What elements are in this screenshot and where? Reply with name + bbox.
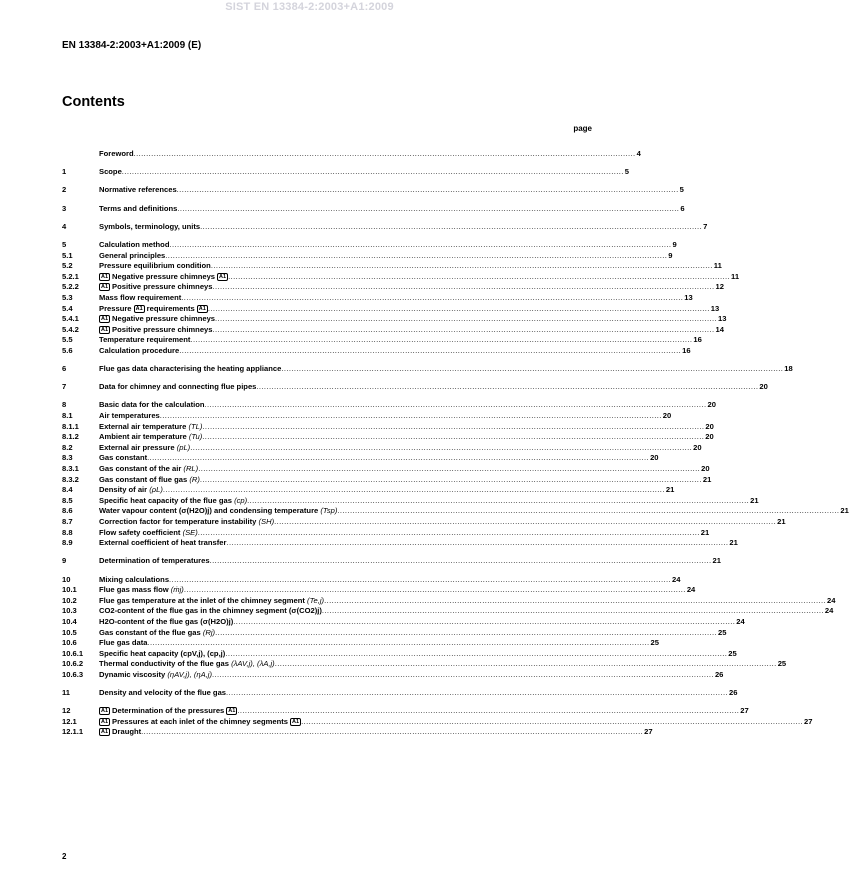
toc-entry-number: 5.2.2	[62, 282, 79, 292]
toc-entry-page: 20	[705, 421, 714, 431]
toc-dot-leader	[324, 596, 826, 607]
toc-entry-page: 6	[680, 203, 685, 213]
toc-entry-title: Scope	[99, 167, 122, 177]
toc-entry-number: 5.4	[62, 303, 73, 313]
table-of-contents	[62, 149, 849, 738]
toc-entry-symbol: (ηAV,j), (ηA,j)	[167, 669, 212, 679]
toc-entry-title: Foreword	[99, 149, 134, 158]
toc-entry-page: 14	[715, 324, 724, 334]
toc-entry-title: Mixing calculations	[99, 574, 170, 584]
toc-entry-page: 4	[636, 149, 641, 158]
toc-entry-page: 24	[827, 595, 836, 605]
toc-entry-page: 20	[707, 400, 716, 410]
toc-entry-title: Density of air (ρL)	[99, 485, 163, 495]
toc-dot-leader	[225, 649, 727, 660]
toc-entry-page: 27	[644, 727, 653, 737]
toc-entry-number: 5.1	[62, 250, 73, 260]
toc-entry-number: 5.4.2	[62, 324, 79, 334]
toc-entry-page: 12	[715, 282, 724, 292]
toc-entry[interactable]	[62, 442, 702, 454]
toc-entry-page: 25	[728, 648, 737, 658]
toc-entry-page: 20	[705, 432, 714, 442]
toc-entry-page: 24	[736, 616, 745, 626]
toc-entry-title: Water vapour content (σ(H2O)j) and condensing temperature (Tsp)	[99, 506, 338, 516]
toc-entry-number: 8.1.1	[62, 421, 79, 431]
toc-entry-number: 10.3	[62, 606, 77, 616]
toc-dot-leader	[275, 659, 777, 670]
toc-entry-page: 7	[703, 221, 708, 231]
toc-entry-symbol: (ṁj)	[170, 585, 184, 595]
toc-entry-title: Air temperatures	[99, 411, 160, 421]
toc-entry-title: A1 Positive pressure chimneys	[101, 282, 213, 292]
toc-entry-number: 8.6	[62, 506, 73, 516]
toc-entry-page: 24	[686, 585, 696, 595]
toc-entry-symbol: (Tu)	[188, 432, 203, 442]
toc-dot-leader	[160, 411, 662, 422]
toc-entry-symbol: (λAV,j), (λA,j)	[231, 659, 275, 669]
toc-entry-page: 11	[713, 261, 722, 271]
toc-entry[interactable]	[62, 185, 684, 196]
toc-entry-number: 10.2	[62, 595, 77, 605]
toc-entry-symbol: (RL)	[183, 464, 199, 473]
toc-entry-page: 21	[712, 556, 721, 566]
toc-entry-page: 16	[682, 345, 691, 355]
toc-entry-page: 20	[662, 411, 672, 421]
toc-entry-title: Flue gas data	[99, 638, 148, 648]
toc-entry-title: A1 Negative pressure chimneys A1	[101, 271, 227, 281]
toc-dot-leader	[226, 688, 728, 699]
toc-entry-number: 5.4.1	[62, 314, 79, 324]
toc-entry-number: 5.2	[62, 261, 73, 271]
toc-entry-title: A1 Determination of the pressures A1	[101, 706, 236, 716]
toc-entry-title: Basic data for the calculation	[99, 400, 205, 410]
toc-entry-number: 10.6.2	[62, 659, 84, 669]
toc-dot-leader	[213, 282, 715, 293]
toc-entry[interactable]	[62, 411, 672, 422]
toc-entry-number: 4	[62, 221, 67, 231]
toc-entry[interactable]	[62, 464, 710, 475]
toc-entry-title: Flue gas mass flow (ṁj)	[99, 585, 184, 595]
toc-entry-page: 26	[728, 688, 738, 698]
toc-entry-page: 20	[693, 442, 702, 452]
toc-dot-leader	[247, 496, 749, 507]
toc-entry[interactable]	[62, 638, 659, 649]
toc-entry-page: 21	[750, 495, 759, 505]
toc-dot-leader	[205, 400, 707, 411]
amendment-marker-icon: A1	[101, 273, 109, 280]
toc-entry-page: 21	[777, 516, 786, 526]
toc-entry-number: 7	[62, 382, 67, 392]
toc-entry[interactable]	[62, 727, 653, 738]
toc-entry-page: 25	[718, 627, 727, 637]
toc-entry-title: A1 Draught	[101, 727, 142, 737]
toc-dot-leader	[169, 240, 671, 251]
toc-dot-leader	[233, 617, 735, 628]
toc-entry-symbol: (Rj)	[202, 627, 216, 637]
toc-entry[interactable]	[62, 506, 849, 517]
toc-entry-number: 8.1	[62, 411, 73, 421]
toc-dot-leader	[165, 251, 667, 262]
amendment-marker-icon: A1	[198, 305, 206, 312]
toc-entry-title: Gas constant of the flue gas (Rj)	[99, 627, 216, 637]
toc-entry[interactable]	[62, 382, 768, 393]
toc-entry-title: Specific heat capacity of the flue gas (cp)	[99, 495, 248, 505]
toc-entry[interactable]	[62, 706, 749, 717]
toc-entry[interactable]	[62, 261, 722, 272]
toc-entry-page: 13	[718, 314, 727, 324]
toc-entry[interactable]	[62, 364, 793, 375]
toc-entry-number: 8	[62, 400, 67, 410]
toc-entry-title: External coefficient of heat transfer	[99, 538, 227, 548]
toc-entry-number: 5.3	[62, 292, 73, 302]
toc-dot-leader	[198, 464, 700, 475]
toc-entry[interactable]	[62, 203, 685, 215]
toc-dot-leader	[226, 538, 728, 549]
toc-entry[interactable]	[62, 282, 724, 293]
amendment-marker-icon: A1	[101, 718, 109, 725]
toc-entry-title: Gas constant of the air (RL)	[99, 464, 199, 473]
toc-dot-leader	[181, 293, 683, 304]
toc-entry-title: A1 Positive pressure chimneys	[101, 324, 213, 334]
toc-dot-leader	[179, 346, 681, 357]
toc-dot-leader	[200, 475, 702, 486]
toc-entry[interactable]	[62, 485, 675, 496]
toc-entry-title: CO2-content of the flue gas in the chimney segment (σ(CO2)j)	[99, 606, 322, 616]
toc-entry-title: H2O-content of the flue gas (σ(H2O)j)	[99, 616, 234, 626]
toc-entry-page: 5	[679, 185, 684, 195]
toc-dot-leader	[215, 628, 717, 639]
toc-entry-number: 8.7	[62, 516, 73, 526]
toc-dot-leader	[190, 443, 692, 454]
toc-dot-leader	[211, 261, 713, 272]
toc-entry[interactable]	[62, 149, 641, 160]
toc-entry-number: 10.6.3	[62, 669, 84, 679]
toc-entry-symbol: (R)	[189, 474, 200, 484]
toc-entry-number: 9	[62, 556, 67, 566]
toc-entry[interactable]	[62, 688, 738, 699]
toc-entry[interactable]	[62, 271, 740, 283]
toc-entry[interactable]	[62, 453, 659, 464]
toc-entry-title: Temperature requirement	[99, 335, 191, 345]
toc-entry[interactable]	[62, 659, 787, 670]
toc-entry-page: 25	[650, 638, 659, 648]
toc-entry-page: 13	[684, 292, 693, 302]
toc-entry[interactable]	[62, 627, 727, 639]
amendment-marker-icon: A1	[101, 708, 109, 715]
toc-entry-title: Flue gas temperature at the inlet of the chimney segment (Te,j)	[99, 595, 325, 605]
toc-dot-leader	[134, 149, 636, 160]
toc-dot-leader	[122, 167, 624, 178]
toc-dot-leader	[208, 304, 710, 315]
toc-dot-leader	[212, 670, 714, 681]
toc-entry-number: 10.4	[62, 616, 77, 626]
toc-entry-number: 8.4	[62, 485, 73, 495]
toc-entry-title: Mass flow requirement	[99, 292, 182, 302]
toc-entry-title: Density and velocity of the flue gas	[99, 688, 227, 698]
toc-entry-number: 10.6	[62, 638, 77, 648]
toc-entry-number: 10.6.1	[62, 648, 84, 658]
toc-entry-number: 12	[62, 706, 71, 716]
toc-dot-leader	[147, 453, 649, 464]
toc-entry-symbol: (SE)	[182, 527, 198, 537]
toc-entry-number: 10.5	[62, 627, 77, 637]
toc-entry-number: 8.1.2	[62, 432, 79, 442]
page-column-label: page	[573, 124, 592, 133]
toc-dot-leader	[202, 422, 704, 433]
toc-entry-number: 11	[62, 688, 71, 698]
toc-entry-title: A1 Pressures at each inlet of the chimney segments A1	[101, 716, 300, 726]
amendment-marker-icon: A1	[101, 316, 109, 323]
toc-dot-leader	[148, 638, 650, 649]
toc-entry[interactable]	[62, 303, 720, 315]
toc-entry-number: 12.1.1	[62, 727, 84, 737]
page-number: 2	[62, 852, 67, 861]
toc-entry-number: 10.1	[62, 585, 77, 595]
toc-entry-title: Dynamic viscosity (ηAV,j), (ηA,j)	[99, 669, 212, 679]
toc-entry-title: Gas constant of flue gas (R)	[99, 474, 200, 484]
toc-entry[interactable]	[62, 345, 691, 357]
toc-entry-page: 26	[714, 669, 724, 679]
toc-entry-page: 21	[729, 538, 738, 548]
toc-entry-page: 5	[624, 167, 629, 177]
toc-entry-page: 9	[668, 250, 673, 260]
toc-dot-leader	[198, 528, 700, 539]
toc-entry[interactable]	[62, 474, 712, 486]
toc-entry-symbol: (Tsp)	[320, 506, 338, 516]
toc-entry-symbol: (cp)	[234, 495, 248, 505]
toc-entry-page: 20	[759, 382, 768, 392]
toc-entry-page: 11	[731, 271, 740, 281]
toc-entry[interactable]	[62, 616, 745, 628]
toc-entry[interactable]	[62, 595, 836, 607]
toc-entry-page: 18	[784, 364, 793, 374]
toc-dot-leader	[169, 575, 671, 586]
toc-dot-leader	[274, 517, 776, 528]
toc-dot-leader	[228, 272, 730, 283]
toc-entry-title: A1 Negative pressure chimneys	[101, 314, 216, 324]
toc-entry[interactable]	[62, 250, 673, 262]
toc-dot-leader	[202, 432, 704, 443]
toc-entry-number: 8.3.1	[62, 464, 79, 473]
toc-entry-page: 21	[700, 527, 710, 537]
toc-entry-number: 8.3	[62, 453, 73, 463]
toc-dot-leader	[215, 314, 717, 325]
toc-dot-leader	[177, 204, 679, 215]
toc-dot-leader	[237, 706, 739, 717]
toc-entry[interactable]	[62, 167, 629, 178]
toc-entry[interactable]	[62, 716, 813, 728]
toc-entry-number: 8.2	[62, 442, 73, 452]
toc-entry-number: 6	[62, 364, 67, 374]
toc-entry-title: External air temperature (TL)	[99, 421, 203, 431]
toc-entry[interactable]	[62, 527, 710, 539]
toc-entry-number: 8.5	[62, 495, 73, 505]
toc-entry-symbol: (SH)	[258, 516, 275, 526]
toc-dot-leader	[177, 185, 679, 196]
toc-entry-page: 20	[701, 464, 710, 473]
amendment-marker-icon: A1	[292, 718, 300, 725]
toc-entry-title: Symbols, terminology, units	[99, 221, 201, 231]
toc-entry[interactable]	[62, 574, 681, 586]
amendment-marker-icon: A1	[228, 708, 236, 715]
toc-dot-leader	[213, 325, 715, 336]
page-title: Contents	[62, 94, 125, 110]
toc-entry-number: 1	[62, 167, 67, 177]
toc-entry[interactable]	[62, 432, 714, 443]
toc-entry-number: 8.3.2	[62, 474, 79, 484]
toc-dot-leader	[301, 717, 803, 728]
toc-entry-number: 5.6	[62, 345, 73, 355]
toc-dot-leader	[163, 485, 665, 496]
toc-entry-title: Normative references	[99, 185, 177, 195]
toc-entry-page: 25	[777, 659, 787, 669]
toc-entry-title: Pressure equilibrium condition	[99, 261, 211, 271]
toc-entry-number: 2	[62, 185, 67, 195]
toc-entry-title: Data for chimney and connecting flue pipes	[99, 382, 257, 392]
toc-entry-page: 21	[840, 506, 849, 516]
toc-entry-title: Pressure A1 requirements A1	[99, 303, 206, 313]
toc-entry[interactable]	[62, 538, 738, 549]
toc-entry-number: 8.8	[62, 527, 73, 537]
amendment-marker-icon: A1	[101, 284, 109, 291]
amendment-marker-icon: A1	[219, 273, 227, 280]
toc-entry-symbol: (ρL)	[149, 485, 163, 495]
toc-entry[interactable]	[62, 335, 702, 346]
toc-entry[interactable]	[62, 421, 714, 433]
toc-entry-number: 8.9	[62, 538, 73, 548]
toc-dot-leader	[184, 585, 686, 596]
toc-dot-leader	[190, 335, 692, 346]
watermark: SIST EN 13384-2:2003+A1:2009	[225, 1, 394, 13]
amendment-marker-icon: A1	[135, 305, 143, 312]
toc-entry[interactable]	[62, 516, 786, 528]
toc-dot-leader	[337, 506, 839, 517]
toc-entry-title: External air pressure (pL)	[99, 442, 191, 452]
toc-entry[interactable]	[62, 648, 737, 660]
toc-entry[interactable]	[62, 292, 693, 304]
toc-dot-leader	[141, 727, 643, 738]
toc-entry-page: 20	[650, 453, 659, 463]
toc-dot-leader	[256, 382, 758, 393]
toc-entry-title: Flue gas data characterising the heating appliance	[99, 364, 282, 374]
toc-entry-page: 9	[672, 239, 677, 249]
toc-entry-page: 27	[740, 706, 749, 716]
toc-entry[interactable]	[62, 585, 696, 596]
toc-entry-title: Calculation method	[99, 239, 170, 249]
toc-entry-symbol: (TL)	[188, 421, 203, 431]
toc-entry[interactable]	[62, 669, 724, 681]
amendment-marker-icon: A1	[101, 326, 109, 333]
toc-entry[interactable]	[62, 556, 721, 567]
toc-entry-page: 13	[710, 303, 720, 313]
toc-dot-leader	[322, 606, 824, 617]
toc-entry-title: Specific heat capacity (cpV,j), (cp,j)	[99, 648, 226, 658]
toc-entry-title: Ambient air temperature (Tu)	[99, 432, 203, 442]
toc-entry-page: 21	[702, 474, 712, 484]
toc-entry-number: 12.1	[62, 716, 77, 726]
toc-entry[interactable]	[62, 495, 759, 507]
toc-entry[interactable]	[62, 239, 677, 251]
toc-entry-title: General principles	[99, 250, 166, 260]
toc-dot-leader	[281, 364, 783, 375]
toc-entry-number: 3	[62, 203, 67, 213]
toc-entry-title: Determination of temperatures	[99, 556, 210, 566]
toc-entry-number: 5	[62, 239, 67, 249]
toc-entry-page: 21	[665, 485, 675, 495]
toc-entry-title: Flow safety coefficient (SE)	[99, 527, 198, 537]
toc-entry-title: Gas constant	[99, 453, 148, 463]
amendment-marker-icon: A1	[101, 729, 109, 736]
toc-entry-title: Thermal conductivity of the flue gas (λAV,j), (λA,j)	[99, 659, 275, 669]
toc-entry-number: 5.2.1	[62, 271, 79, 281]
toc-entry-number: 10	[62, 574, 71, 584]
toc-entry-title: Calculation procedure	[99, 345, 180, 355]
toc-entry[interactable]	[62, 400, 716, 411]
toc-entry-title: Correction factor for temperature instability (SH)	[99, 516, 275, 526]
toc-entry[interactable]	[62, 606, 834, 617]
toc-entry[interactable]	[62, 324, 724, 336]
toc-entry-page: 16	[693, 335, 702, 345]
toc-entry-title: Terms and definitions	[99, 203, 178, 213]
toc-entry[interactable]	[62, 314, 727, 325]
toc-entry-number: 5.5	[62, 335, 73, 345]
toc-entry-page: 27	[804, 716, 813, 726]
document-header: EN 13384-2:2003+A1:2009 (E)	[62, 40, 202, 51]
toc-entry-page: 24	[672, 574, 681, 584]
toc-entry-page: 24	[824, 606, 834, 616]
toc-dot-leader	[210, 556, 712, 567]
toc-entry-symbol: (pL)	[176, 442, 191, 452]
toc-entry[interactable]	[62, 221, 708, 233]
toc-entry-symbol: (Te,j)	[307, 595, 325, 605]
toc-dot-leader	[200, 222, 702, 233]
